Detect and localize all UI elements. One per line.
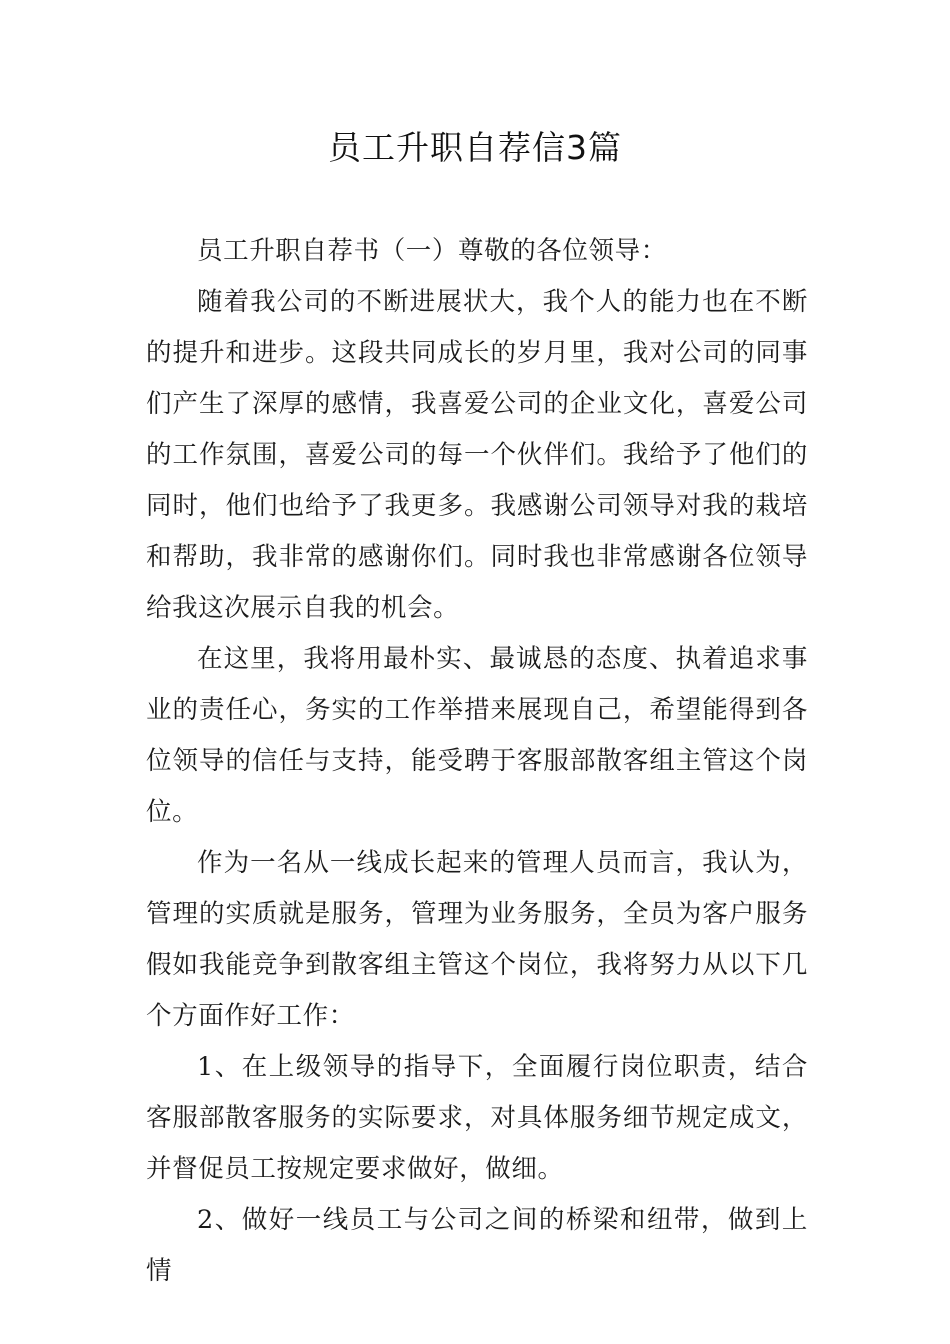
document-body bbox=[146, 226, 808, 1297]
paragraph-item-1: 1、在上级领导的指导下，全面履行岗位职责，结合客服部散客服务的实际要求，对具体服务细节规定成文，并督促员工按规定要求做好，做细。 bbox=[146, 1052, 808, 1184]
paragraph-salutation: 员工升职自荐书（一）尊敬的各位领导： bbox=[197, 236, 667, 266]
paragraph: 随着我公司的不断进展状大，我个人的能力也在不断的提升和进步。这段共同成长的岁月里，我对公司的同事们产生了深厚的感情，我喜爱公司的企业文化，喜爱公司的工作氛围，喜爱公司的每一个伙伴们。我给予了他们的同时，他们也给予了我更多。我感谢公司领导对我的栽培和帮助，我非常的感谢你们。同时我也非常感谢各位领导给我这次展示自我的机会。 bbox=[146, 287, 808, 623]
document-title: 员工升职自荐信3篇 bbox=[328, 128, 622, 167]
paragraph-item-2: 2、做好一线员工与公司之间的桥梁和纽带，做到上情 bbox=[146, 1205, 808, 1286]
paragraph: 在这里，我将用最朴实、最诚恳的态度、执着追求事业的责任心，务实的工作举措来展现自己，希望能得到各位领导的信任与支持，能受聘于客服部散客组主管这个岗位。 bbox=[146, 644, 808, 827]
paragraph: 作为一名从一线成长起来的管理人员而言，我认为，管理的实质就是服务，管理为业务服务，全员为客户服务假如我能竞争到散客组主管这个岗位，我将努力从以下几个方面作好工作： bbox=[146, 848, 808, 1031]
